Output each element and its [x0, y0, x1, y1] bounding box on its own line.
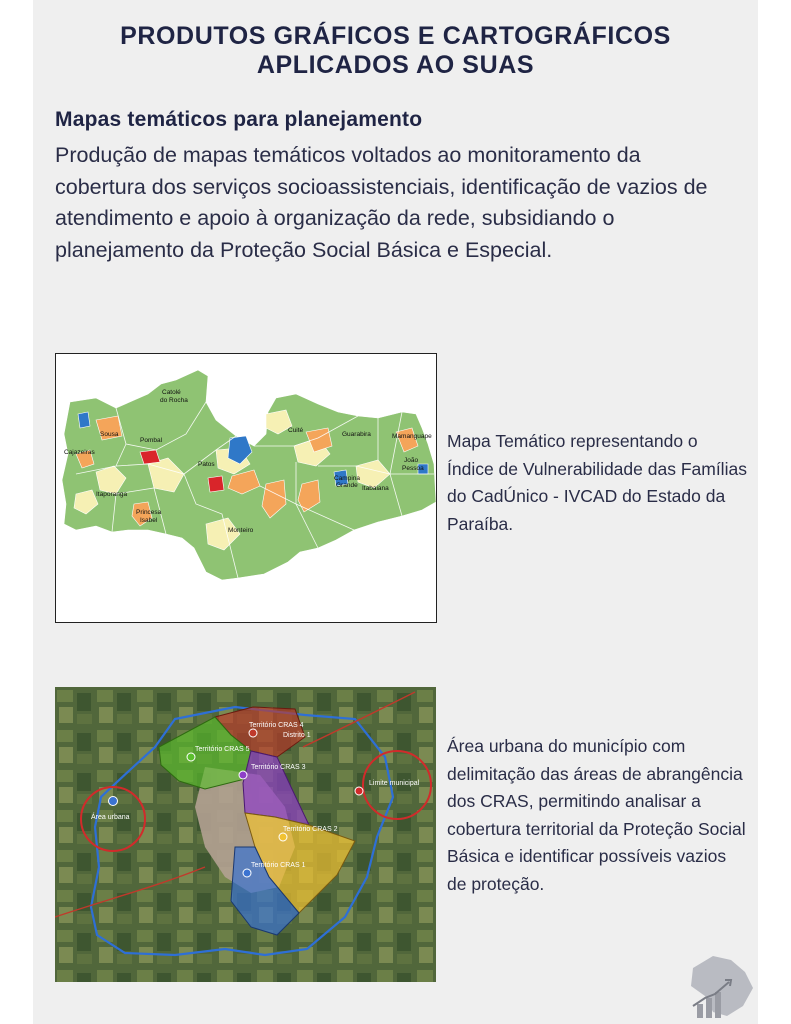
label-cras-4: Território CRAS 4 [249, 722, 304, 729]
map-label-catole-2: do Rocha [160, 397, 188, 404]
map-label-guarabira: Guarabira [342, 431, 371, 438]
paraiba-ivcad-map [55, 353, 437, 623]
title-line-1: PRODUTOS GRÁFICOS E CARTOGRÁFICOS [120, 22, 671, 50]
map-label-cuite: Cuité [288, 427, 304, 434]
cras-territories-map [55, 687, 436, 982]
page-title [33, 22, 758, 80]
map-label-itabaiana: Itabaiana [362, 485, 389, 492]
map-label-mamanguape: Mamanguape [392, 433, 432, 440]
section-subtitle: Mapas temáticos para planejamento [55, 108, 423, 131]
map1-caption: Mapa Temático representando o Índice de Vulnerabilidade das Famílias do CadÚnico - IVCAD do Estado da Paraíba. [447, 431, 747, 534]
brazil-map-growth-chart-icon [683, 950, 759, 1022]
map-label-catole: Catolé [162, 389, 181, 396]
map-label-sousa: Sousa [100, 431, 119, 438]
map-label-patos: Patos [198, 461, 215, 468]
map-label-princesa: Princesa [136, 509, 162, 516]
label-cras-2: Território CRAS 2 [283, 826, 338, 833]
map-label-princesa-2: Isabel [140, 517, 158, 524]
map-region-blue-2 [78, 412, 90, 428]
map-label-monteiro: Monteiro [228, 527, 254, 534]
label-cras-1: Território CRAS 1 [251, 862, 306, 869]
cras-map-svg [55, 687, 436, 982]
label-cras-3: Território CRAS 3 [251, 764, 306, 771]
label-distrito: Distrito 1 [283, 732, 311, 739]
map-region-red-2 [208, 476, 224, 492]
map-label-campina-2: Grande [336, 482, 358, 489]
map-label-campina: Campina [334, 475, 361, 482]
map-label-itaporanga: Itaporanga [96, 491, 128, 498]
map2-caption: Área urbana do município com delimitação das áreas de abrangência dos CRAS, permitindo analisar a cobertura territorial da Proteção Social Básica e identificar possíveis vazios de proteção. [447, 736, 746, 894]
page [33, 0, 758, 1024]
map-label-cajazeiras: Cajazeiras [64, 449, 95, 456]
paraiba-map-svg [56, 354, 436, 622]
map-region-red-1 [140, 450, 160, 464]
label-area-urbana: Área urbana [91, 814, 130, 821]
section-intro: Produção de mapas temáticos voltados ao monitoramento da cobertura dos serviços socioassistenciais, identificação de vazios de atendimento e apoio à organização da rede, subsidiando o planejamento da Proteção Social Básica e Especial. [55, 143, 708, 262]
map-label-pessoa: Pessoa [402, 465, 424, 472]
map-label-joao: João [404, 457, 419, 464]
title-line-2: APLICADOS AO SUAS [256, 51, 535, 79]
label-limite-municipal: Limite municipal [369, 780, 420, 787]
map-label-pombal: Pombal [140, 437, 163, 444]
label-cras-5: Território CRAS 5 [195, 746, 250, 753]
